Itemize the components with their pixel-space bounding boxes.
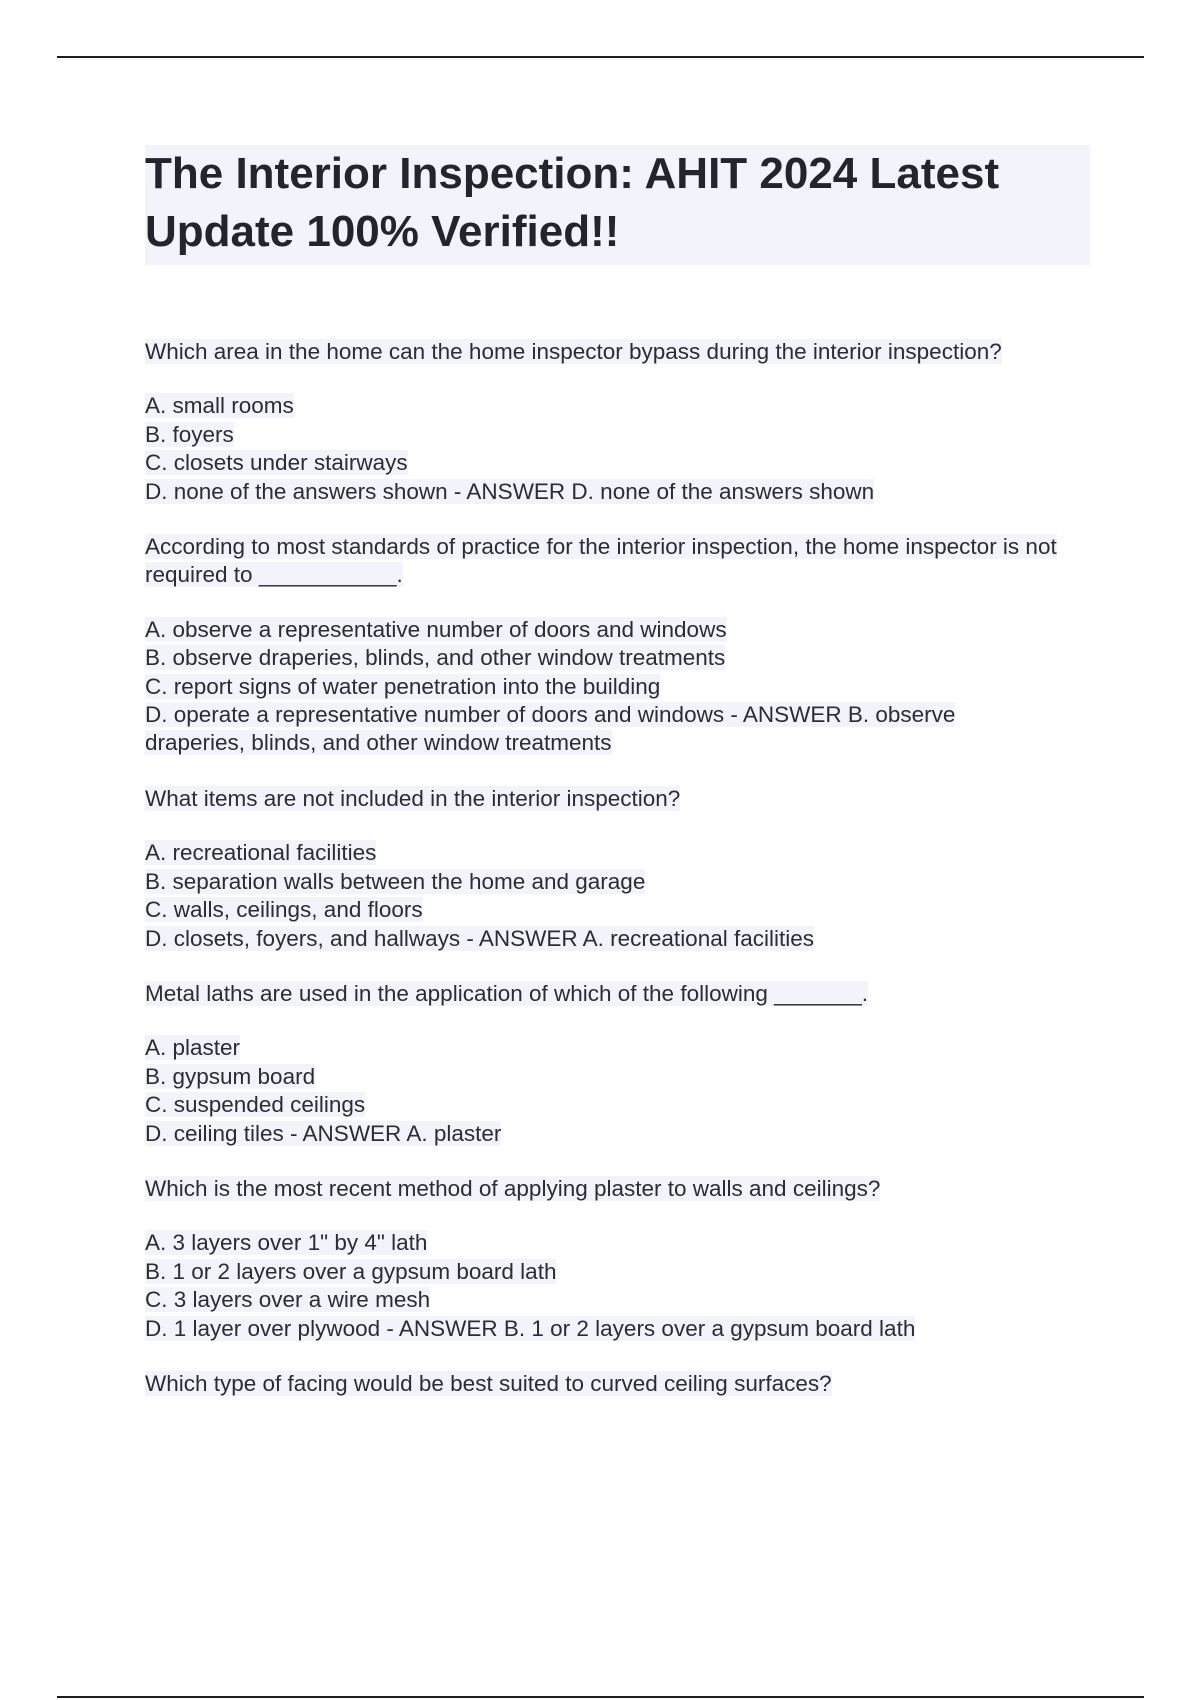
question-text: Which type of facing would be best suited to curved ceiling surfaces? (145, 1370, 832, 1396)
option-a: A. small rooms (145, 393, 294, 419)
question-3 (145, 785, 1105, 813)
bottom-rule (57, 1696, 1144, 1698)
option-b: B. observe draperies, blinds, and other window treatments (145, 645, 726, 671)
option-c: C. 3 layers over a wire mesh (145, 1287, 431, 1313)
option-c: C. walls, ceilings, and floors (145, 897, 423, 923)
option-b: B. separation walls between the home and garage (145, 868, 646, 894)
option-a: A. plaster (145, 1035, 241, 1061)
option-d-answer: D. ceiling tiles - ANSWER A. plaster (145, 1120, 502, 1146)
option-d-answer: D. closets, foyers, and hallways - ANSWER A. recreational facilities (145, 925, 815, 951)
option-b: B. 1 or 2 layers over a gypsum board lath (145, 1258, 557, 1284)
option-b: B. gypsum board (145, 1063, 316, 1089)
question-6 (145, 1370, 1105, 1398)
question-1 (145, 338, 1105, 366)
options-1 (145, 392, 1105, 506)
title-line-2: Update 100% Verified!! (145, 207, 620, 256)
option-c: C. report signs of water penetration into the building (145, 673, 661, 699)
top-rule (57, 56, 1144, 58)
option-a: A. recreational facilities (145, 840, 377, 866)
options-4 (145, 1034, 1105, 1148)
option-b: B. foyers (145, 421, 234, 447)
option-d-answer: D. 1 layer over plywood - ANSWER B. 1 or 2 layers over a gypsum board lath (145, 1315, 916, 1341)
question-text: Which area in the home can the home inspector bypass during the interior inspection? (145, 339, 1002, 364)
question-text: Which is the most recent method of applying plaster to walls and ceilings? (145, 1175, 881, 1201)
title-line-1: The Interior Inspection: AHIT 2024 Latest (145, 149, 1000, 198)
question-list (145, 338, 1105, 1424)
option-a: A. 3 layers over 1" by 4" lath (145, 1230, 428, 1256)
question-2 (145, 533, 1105, 590)
document-title (145, 145, 1090, 265)
question-5 (145, 1175, 1105, 1203)
options-5 (145, 1229, 1105, 1343)
option-d-answer: D. operate a representative number of doors and windows - ANSWER B. observe draperies, blinds, and other window treatments (145, 702, 956, 756)
option-a: A. observe a representative number of doors and windows (145, 616, 727, 642)
options-2 (145, 616, 1105, 758)
question-4 (145, 980, 1105, 1008)
question-text: Metal laths are used in the application of which of the following _______. (145, 980, 868, 1006)
option-c: C. closets under stairways (145, 450, 408, 476)
question-text: What items are not included in the interior inspection? (145, 785, 681, 811)
options-3 (145, 839, 1105, 953)
option-d-answer: D. none of the answers shown - ANSWER D. none of the answers shown (145, 478, 875, 504)
question-text: According to most standards of practice for the interior inspection, the home inspector is not required to ___________. (145, 534, 1057, 588)
option-c: C. suspended ceilings (145, 1092, 366, 1118)
